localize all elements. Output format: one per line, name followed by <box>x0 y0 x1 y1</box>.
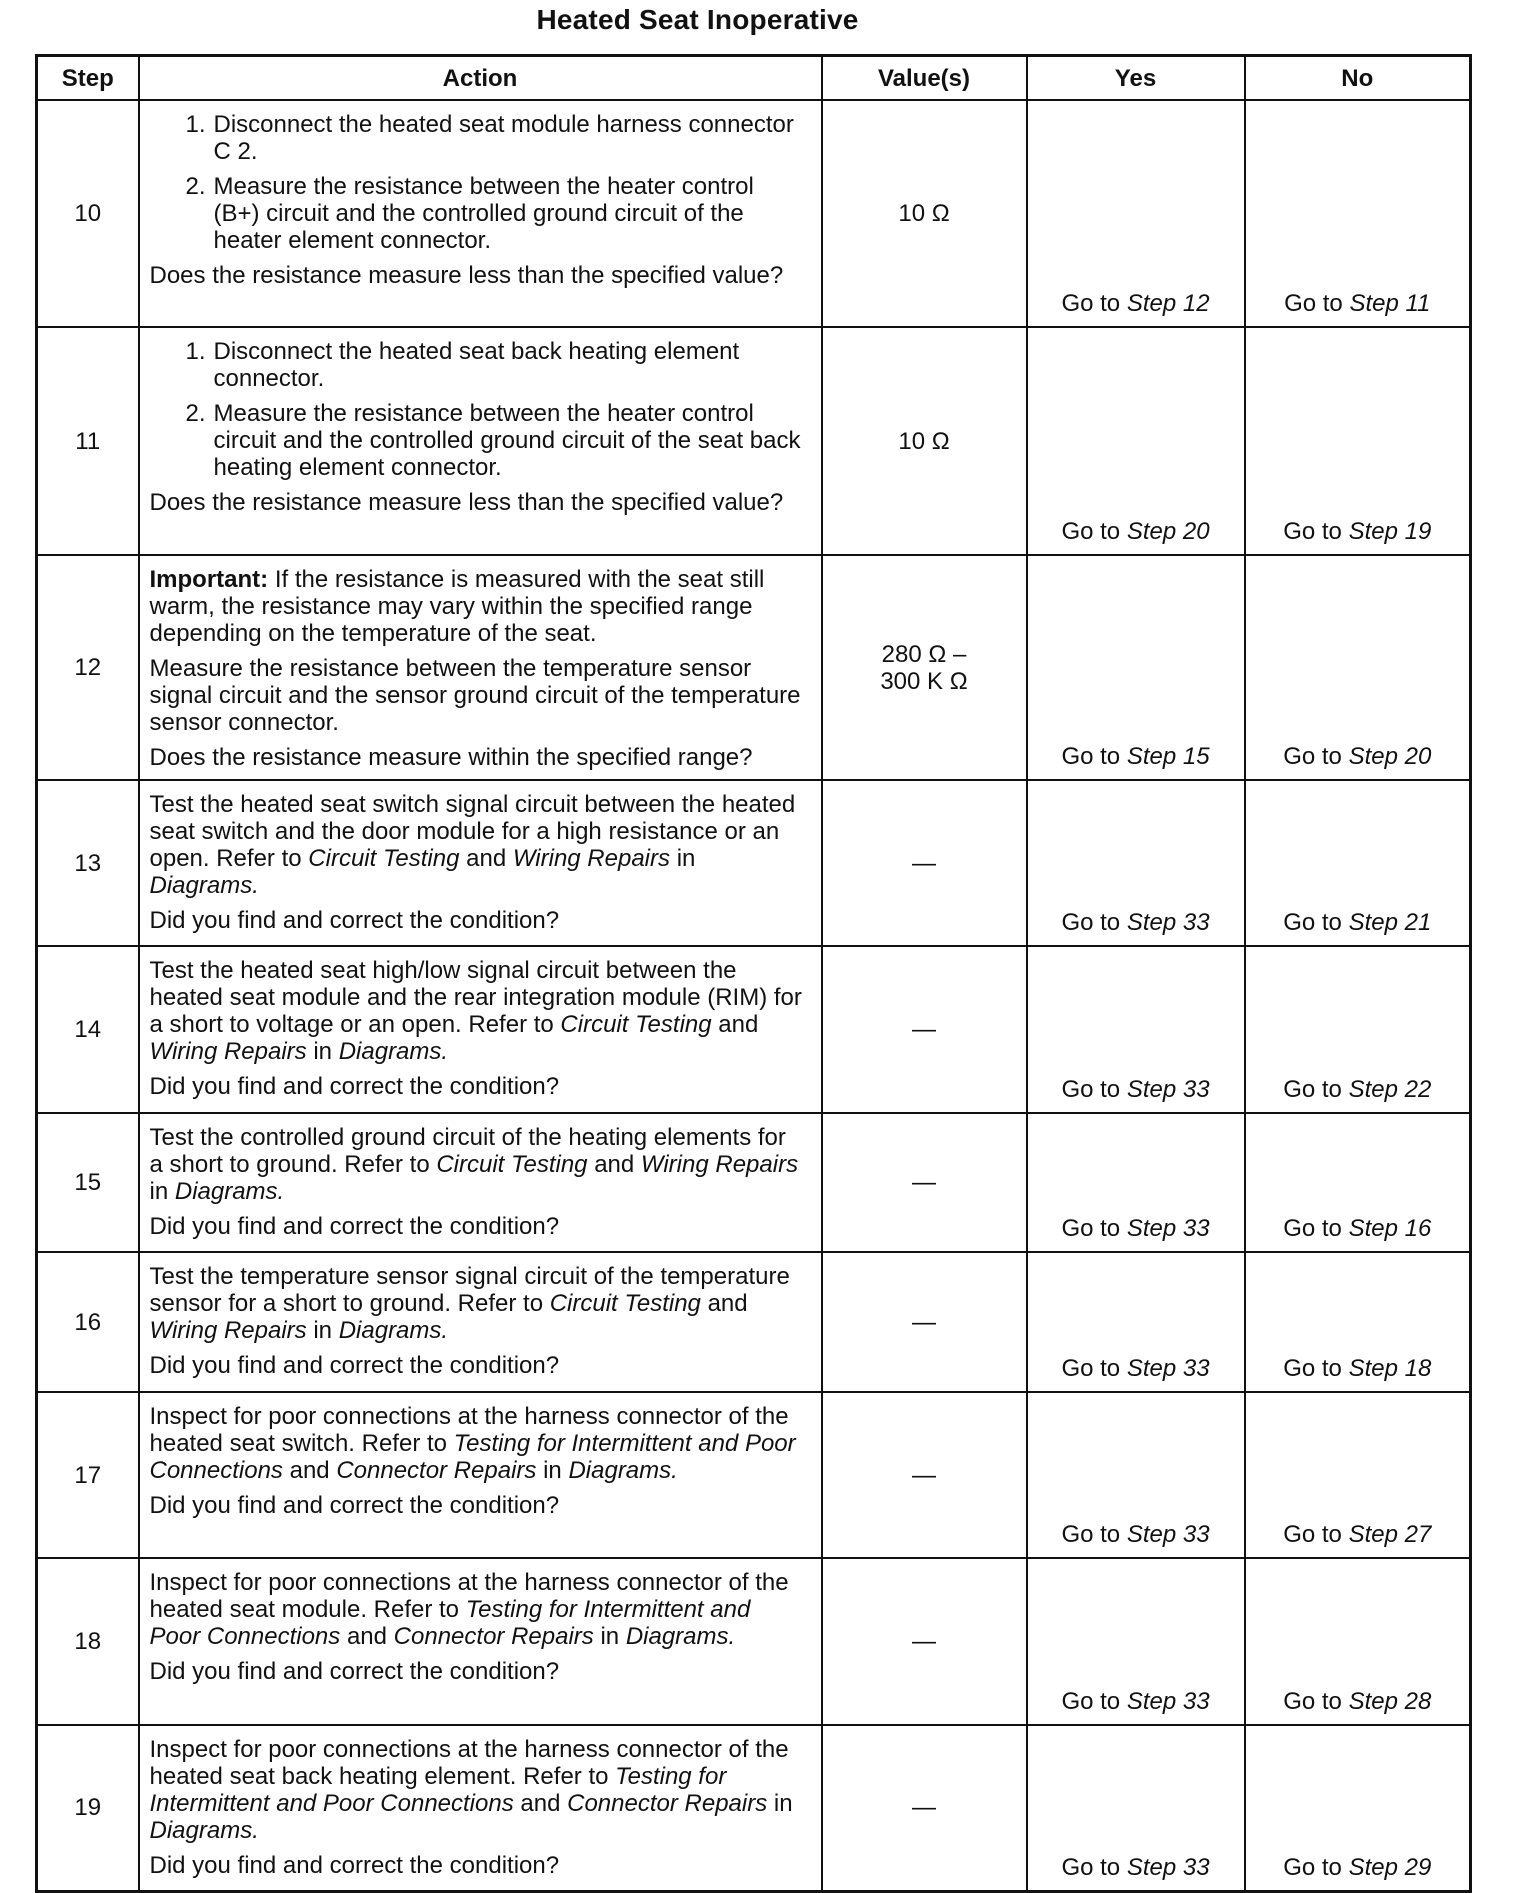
step-question: Did you find and correct the condition? <box>149 1658 560 1685</box>
yes-step-link[interactable]: Step 15 <box>1126 743 1210 770</box>
step-question: Did you find and correct the condition? <box>149 1213 560 1240</box>
action-list <box>150 338 803 481</box>
go-to-label: Go to <box>1061 1076 1121 1103</box>
table-row <box>37 780 1471 946</box>
go-to-label: Go to <box>1283 909 1342 936</box>
ref-link[interactable]: Wiring Repairs <box>640 1151 799 1178</box>
go-to-label: Go to <box>1061 1521 1121 1548</box>
no-cell <box>1245 780 1471 946</box>
step-question: Does the resistance measure less than the specified value? <box>149 262 784 289</box>
yes-cell <box>1027 1113 1245 1252</box>
yes-cell <box>1027 1558 1245 1725</box>
go-to-label: Go to <box>1061 1215 1121 1242</box>
yes-cell <box>1027 327 1245 555</box>
value-cell: — <box>822 780 1027 946</box>
no-step-link[interactable]: Step 27 <box>1348 1521 1432 1548</box>
action-cell <box>139 327 822 555</box>
yes-step-link[interactable]: Step 33 <box>1126 1688 1210 1715</box>
step-number: 16 <box>37 1252 139 1392</box>
yes-step-link[interactable]: Step 33 <box>1126 1853 1210 1881</box>
action-cell <box>139 1558 822 1725</box>
no-cell <box>1245 555 1471 780</box>
table-row <box>37 1113 1471 1252</box>
go-to-label: Go to <box>1283 1521 1342 1548</box>
table-row <box>37 1392 1471 1558</box>
header-no: No <box>1245 56 1471 101</box>
no-step-link[interactable]: Step 29 <box>1348 1853 1432 1881</box>
go-to-label: Go to <box>1283 1688 1342 1715</box>
diagnostic-table <box>35 54 1472 1893</box>
ref-link[interactable]: Testing for Intermittent and Poor Connections <box>149 1430 796 1484</box>
step-number: 11 <box>37 327 139 555</box>
table-row <box>37 1558 1471 1725</box>
yes-step-link[interactable]: Step 33 <box>1126 909 1210 936</box>
table-row <box>37 327 1471 555</box>
no-step-link[interactable]: Step 21 <box>1348 909 1432 936</box>
no-step-link[interactable]: Step 19 <box>1348 518 1432 545</box>
no-cell <box>1245 946 1471 1113</box>
step-text: Inspect for poor connections at the harness connector of the heated seat module. Refer to Testing for Intermittent and Poor Connections and Connector Repairs in Diagrams. <box>149 1569 789 1650</box>
yes-cell <box>1027 100 1245 327</box>
go-to-label: Go to <box>1283 1355 1342 1382</box>
step-question: Does the resistance measure less than the specified value? <box>149 489 784 516</box>
no-step-link[interactable]: Step 20 <box>1348 743 1432 770</box>
value-range-low: 280 Ω – <box>881 640 967 668</box>
action-cell <box>139 1392 822 1558</box>
ref-link[interactable]: Diagrams. <box>338 1317 449 1344</box>
value-cell: 10 Ω <box>822 327 1027 555</box>
ref-link[interactable]: Connector Repairs <box>393 1623 594 1650</box>
step-text: Test the controlled ground circuit of the heating elements for a short to ground. Refer to Circuit Testing and Wiring Repairs in Diagrams. <box>149 1124 799 1205</box>
value-cell: — <box>822 1113 1027 1252</box>
value-cell: — <box>822 946 1027 1113</box>
ref-link[interactable]: Diagrams. <box>625 1623 736 1650</box>
ref-link[interactable]: Diagrams. <box>149 1817 259 1844</box>
action-list <box>150 111 803 254</box>
step-number: 19 <box>37 1725 139 1891</box>
ref-link[interactable]: Circuit Testing <box>436 1151 588 1178</box>
step-number: 14 <box>37 946 139 1113</box>
ref-link[interactable]: Wiring Repairs <box>149 1317 307 1344</box>
go-to-label: Go to <box>1283 743 1342 770</box>
no-cell <box>1245 100 1471 327</box>
go-to-label: Go to <box>1061 290 1121 317</box>
yes-cell <box>1027 1252 1245 1392</box>
ref-link[interactable]: Wiring Repairs <box>149 1038 307 1065</box>
table-header-row <box>37 56 1471 101</box>
ref-link[interactable]: Circuit Testing <box>560 1011 712 1038</box>
action-cell <box>139 946 822 1113</box>
no-cell <box>1245 1725 1471 1891</box>
list-item-text: Disconnect the heated seat back heating element connector. <box>213 338 740 392</box>
header-step: Step <box>37 56 139 101</box>
page-title: Heated Seat Inoperative <box>536 4 859 35</box>
step-text: Test the heated seat high/low signal circuit between the heated seat module and the rear integration module (RIM) for a short to voltage or an open. Refer to Circuit Testing and Wiring Repairs in Diagrams. <box>149 957 802 1065</box>
header-action: Action <box>139 56 822 101</box>
action-cell <box>139 100 822 327</box>
step-question: Did you find and correct the condition? <box>149 1852 560 1879</box>
header-yes: Yes <box>1027 56 1245 101</box>
value-cell: — <box>822 1725 1027 1891</box>
ref-link[interactable]: Connector Repairs <box>336 1457 537 1484</box>
table-row <box>37 100 1471 327</box>
yes-step-link[interactable]: Step 33 <box>1126 1355 1210 1382</box>
action-cell <box>139 1113 822 1252</box>
ref-link[interactable]: Connector Repairs <box>567 1790 768 1817</box>
go-to-label: Go to <box>1061 743 1121 770</box>
yes-step-link[interactable]: Step 12 <box>1126 290 1210 317</box>
go-to-label: Go to <box>1061 909 1121 936</box>
list-item: 1. Disconnect the heated seat module harness connector C 2. <box>150 111 803 165</box>
step-question: Did you find and correct the condition? <box>149 1352 560 1379</box>
no-cell <box>1245 327 1471 555</box>
value-cell <box>822 555 1027 780</box>
important-text: If the resistance is measured with the seat still warm, the resistance may vary within the specified range depending on the temperature of the seat. <box>149 566 765 647</box>
no-cell <box>1245 1113 1471 1252</box>
step-question: Did you find and correct the condition? <box>149 907 560 934</box>
step-text: Inspect for poor connections at the harness connector of the heated seat switch. Refer to Testing for Intermittent and Poor Connections and Connector Repairs in Diagrams. <box>149 1403 796 1484</box>
value-cell: — <box>822 1252 1027 1392</box>
action-cell <box>139 1725 822 1891</box>
no-cell <box>1245 1558 1471 1725</box>
important-label: Important: <box>149 566 269 593</box>
step-question: Did you find and correct the condition? <box>149 1492 560 1519</box>
go-to-label: Go to <box>1061 518 1121 545</box>
action-cell <box>139 780 822 946</box>
go-to-label: Go to <box>1283 518 1342 545</box>
no-step-link[interactable]: Step 11 <box>1349 290 1431 317</box>
table-row <box>37 1725 1471 1891</box>
ref-link[interactable]: Circuit Testing <box>308 845 460 872</box>
no-cell <box>1245 1252 1471 1392</box>
step-text: Inspect for poor connections at the harness connector of the heated seat back heating element. Refer to Testing for Intermittent and Poor Connections and Connector Repairs in Diagrams. <box>149 1736 793 1844</box>
value-cell: — <box>822 1392 1027 1558</box>
ref-link[interactable]: Diagrams. <box>149 872 259 899</box>
step-question: Does the resistance measure within the specified range? <box>149 744 753 771</box>
ref-link[interactable]: Circuit Testing <box>549 1290 701 1317</box>
action-cell <box>139 555 822 780</box>
go-to-label: Go to <box>1061 1688 1121 1715</box>
table-row <box>37 555 1471 780</box>
yes-step-link[interactable]: Step 33 <box>1126 1076 1210 1103</box>
header-values: Value(s) <box>822 56 1027 101</box>
no-step-link[interactable]: Step 28 <box>1348 1688 1432 1715</box>
action-cell <box>139 1252 822 1392</box>
step-text: Measure the resistance between the temperature sensor signal circuit and the sensor ground circuit of the temperature sensor connector. <box>149 655 801 736</box>
important-note <box>150 566 803 647</box>
step-question: Did you find and correct the condition? <box>149 1073 560 1100</box>
ref-link[interactable]: Testing for Intermittent and Poor Connections <box>149 1596 751 1650</box>
go-to-label: Go to <box>1283 1076 1342 1103</box>
list-item-text: Measure the resistance between the heater control circuit and the controlled ground circuit of the seat back heating element connector. <box>213 400 801 481</box>
yes-cell <box>1027 1725 1245 1891</box>
list-item: 1. Disconnect the heated seat back heating element connector. <box>150 338 803 392</box>
yes-cell <box>1027 946 1245 1113</box>
step-number: 12 <box>37 555 139 780</box>
value-cell: — <box>822 1558 1027 1725</box>
step-number: 13 <box>37 780 139 946</box>
step-text: Test the temperature sensor signal circuit of the temperature sensor for a short to ground. Refer to Circuit Testing and Wiring Repairs in Diagrams. <box>149 1263 790 1344</box>
no-cell <box>1245 1392 1471 1558</box>
value-cell: 10 Ω <box>822 100 1027 327</box>
yes-step-link[interactable]: Step 33 <box>1126 1215 1210 1242</box>
go-to-label: Go to <box>1061 1853 1121 1881</box>
step-number: 10 <box>37 100 139 327</box>
no-step-link[interactable]: Step 22 <box>1348 1076 1432 1103</box>
list-item-text: Disconnect the heated seat module harness connector C 2. <box>213 111 794 165</box>
go-to-label: Go to <box>1284 290 1343 317</box>
list-item: 2. Measure the resistance between the heater control (B+) circuit and the controlled ground circuit of the heater element connector. <box>150 173 803 254</box>
table-row <box>37 1252 1471 1392</box>
no-step-link[interactable]: Step 16 <box>1348 1215 1432 1242</box>
list-item: 2. Measure the resistance between the heater control circuit and the controlled ground circuit of the seat back heating element connector. <box>185 400 801 481</box>
ref-link[interactable]: Diagrams. <box>174 1178 285 1205</box>
ref-link[interactable]: Wiring Repairs <box>512 845 671 872</box>
yes-step-link[interactable]: Step 20 <box>1126 518 1210 545</box>
table-row <box>37 946 1471 1113</box>
step-number: 17 <box>37 1392 139 1558</box>
go-to-label: Go to <box>1283 1853 1342 1881</box>
ref-link[interactable]: Diagrams. <box>338 1038 449 1065</box>
no-step-link[interactable]: Step 18 <box>1348 1355 1432 1382</box>
yes-step-link[interactable]: Step 33 <box>1126 1521 1210 1548</box>
yes-cell <box>1027 780 1245 946</box>
go-to-label: Go to <box>1283 1215 1342 1242</box>
value-range-high: 300 K Ω <box>880 667 968 695</box>
ref-link[interactable]: Diagrams. <box>568 1457 678 1484</box>
step-number: 18 <box>37 1558 139 1725</box>
yes-cell <box>1027 555 1245 780</box>
ref-link[interactable]: Testing for Intermittent and Poor Connections <box>149 1763 727 1817</box>
list-item-text: Measure the resistance between the heater control (B+) circuit and the controlled ground circuit of the heater element connector. <box>213 173 754 254</box>
go-to-label: Go to <box>1061 1355 1121 1382</box>
step-text: Test the heated seat switch signal circuit between the heated seat switch and the door module for a high resistance or an open. Refer to Circuit Testing and Wiring Repairs in Diagrams. <box>149 791 796 899</box>
step-number: 15 <box>37 1113 139 1252</box>
yes-cell <box>1027 1392 1245 1558</box>
